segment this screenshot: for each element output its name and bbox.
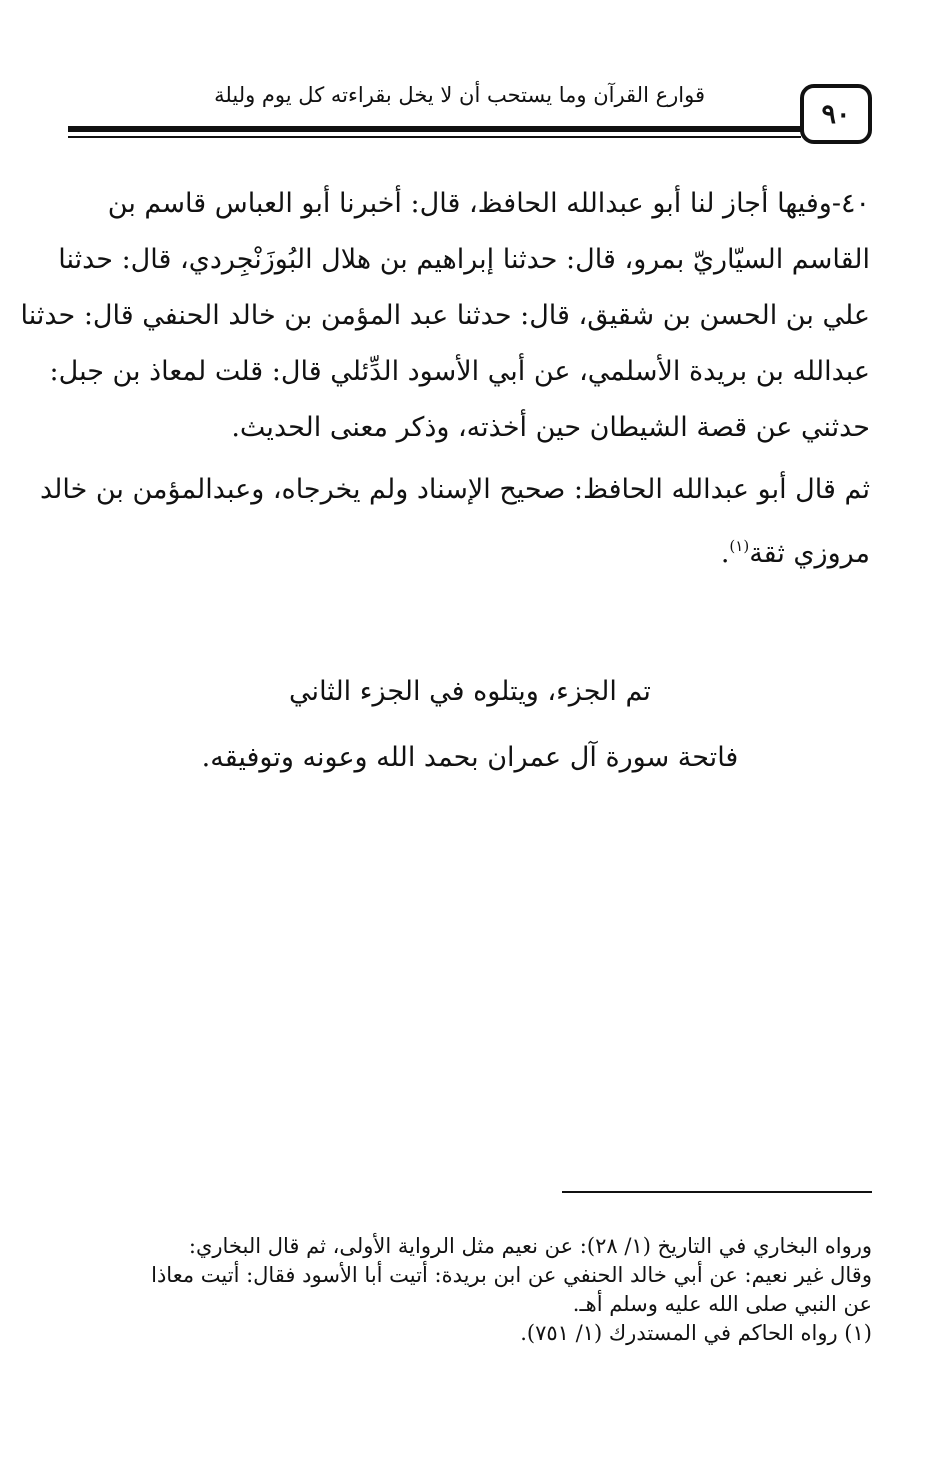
text-line xyxy=(70,518,870,582)
footnote-marker: (١) xyxy=(729,537,750,555)
footnote-line: وقال غير نعيم: عن أبي خالد الحنفي عن ابن بريدة: أتيت أبا الأسود فقال: أتيت معاذا xyxy=(151,1263,872,1287)
footnote-line: عن النبي صلى الله عليه وسلم أهـ. xyxy=(572,1292,872,1316)
running-title: قوارع القرآن وما يستحب أن لا يخل بقراءته كل يوم وليلة xyxy=(214,83,705,107)
text-line: القاسم السيّاريّ بمرو، قال: حدثنا إبراهيم بن هلال البُوزَنْجِردي، قال: حدثنا xyxy=(58,244,870,275)
closing-line-1: تم الجزء، ويتلوه في الجزء الثاني xyxy=(289,676,651,707)
text-fragment: . xyxy=(720,538,730,569)
closing-line-2: فاتحة سورة آل عمران بحمد الله وعونه وتوفيقه. xyxy=(201,742,739,773)
text-line: ثم قال أبو عبدالله الحافظ: صحيح الإسناد ولم يخرجاه، وعبدالمؤمن بن خالد xyxy=(39,474,870,505)
paragraph-hadith-40 xyxy=(20,176,870,456)
text-line: ٤٠-وفيها أجاز لنا أبو عبدالله الحافظ، قال: أخبرنا أبو العباس قاسم بن xyxy=(107,188,870,219)
page-number-frame xyxy=(800,84,872,144)
header-rule-thin xyxy=(68,136,801,138)
text-line: علي بن الحسن بن شقيق، قال: حدثنا عبد المؤمن بن خالد الحنفي قال: حدثنا xyxy=(20,300,870,331)
header-rule-thick xyxy=(68,126,801,132)
footnote-line: (١) رواه الحاكم في المستدرك (١/ ٧٥١). xyxy=(520,1321,872,1345)
footnotes xyxy=(70,1232,872,1348)
paragraph-grading xyxy=(39,462,870,582)
text-line: حدثني عن قصة الشيطان حين أخذته، وذكر معنى الحديث. xyxy=(231,412,870,443)
footnote-line: ورواه البخاري في التاريخ (١/ ٢٨): عن نعيم مثل الرواية الأولى، ثم قال البخاري: xyxy=(188,1234,872,1258)
text-fragment: مروزي ثقة xyxy=(749,538,870,569)
page-number: ٩٠ xyxy=(821,98,851,130)
text-line: عبدالله بن بريدة الأسلمي، عن أبي الأسود الدِّئلي قال: قلت لمعاذ بن جبل: xyxy=(49,356,870,387)
footnote-separator xyxy=(562,1191,872,1193)
